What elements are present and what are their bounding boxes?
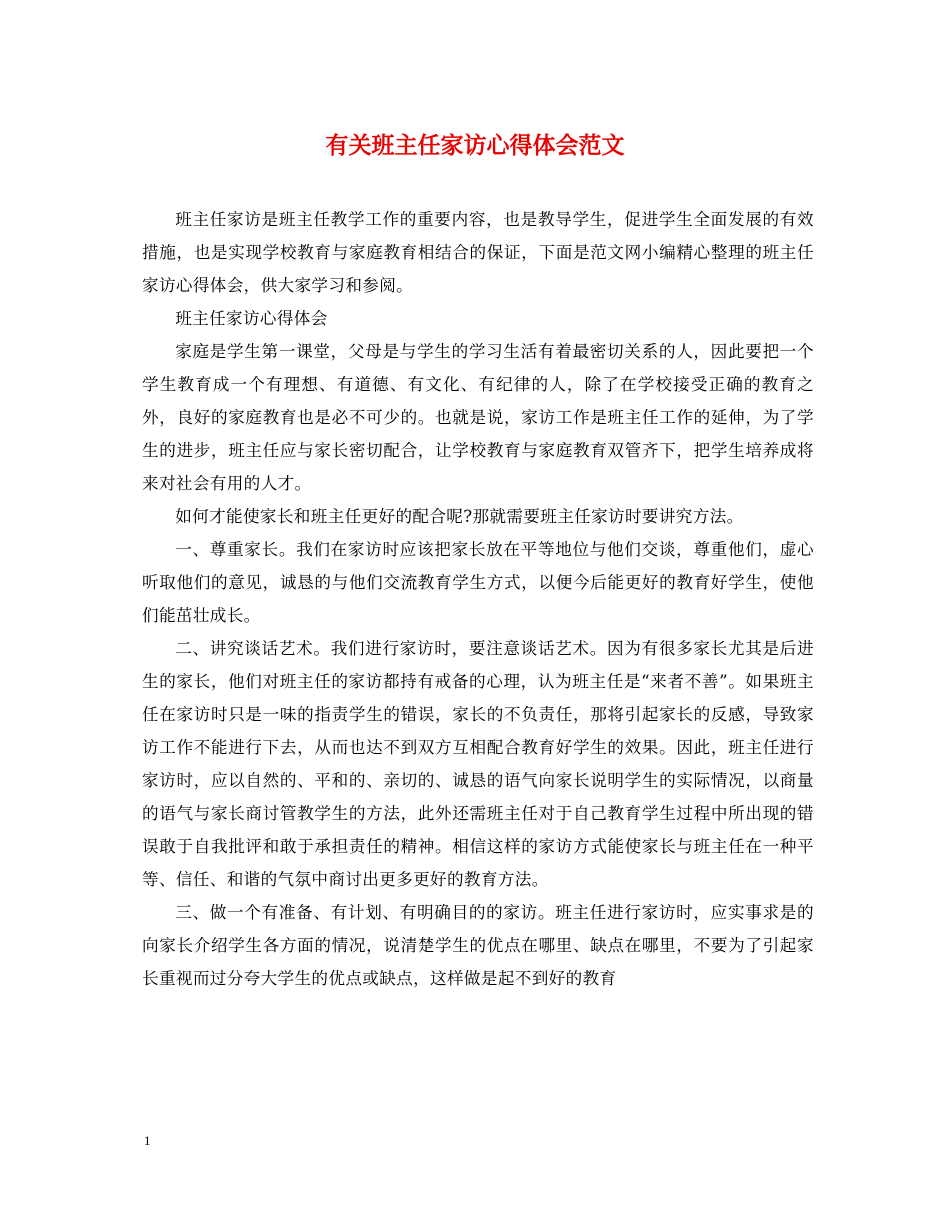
paragraph-subheading: 班主任家访心得体会: [175, 309, 328, 328]
paragraph-intro: 班主任家访是班主任教学工作的重要内容，也是教导学生，促进学生全面发展的有效措施，也是实现学校教育与家庭教育相结合的保证，下面是范文网小编精心整理的班主任家访心得体会，供大家学习和参阅。: [142, 210, 814, 295]
paragraph-point-two: 二、讲究谈话艺术。我们进行家访时，要注意谈话艺术。因为有很多家长尤其是后进生的家长，他们对班主任的家访都持有戒备的心理，认为班主任是“来者不善”。如果班主任在家访时只是一味的指责学生的错误，家长的不负责任，那将引起家长的反感，导致家访工作不能进行下去，从而也达不到双方互相配合教育好学生的效果。因此，班主任进行家访时，应以自然的、平和的、亲切的、诚恳的语气向家长说明学生的实际情况，以商量的语气与家长商讨管教学生的方法，此外还需班主任对于自己教育学生过程中所出现的错误敢于自我批评和敢于承担责任的精神。相信这样的家访方式能使家长与班主任在一种平等、信任、和谐的气氛中商讨出更多更好的教育方法。: [142, 639, 814, 889]
page-number: 1: [144, 1133, 151, 1148]
paragraph-point-one: 一、尊重家长。我们在家访时应该把家长放在平等地位与他们交谈，尊重他们，虚心听取他们的意见，诚恳的与他们交流教育学生方式，以便今后能更好的教育好学生，使他们能茁壮成长。: [142, 540, 814, 625]
document-body: [142, 203, 814, 995]
paragraph-family-education: 家庭是学生第一课堂，父母是与学生的学习生活有着最密切关系的人，因此要把一个学生教育成一个有理想、有道德、有文化、有纪律的人，除了在学校接受正确的教育之外，良好的家庭教育也是必不可少的。也就是说，家访工作是班主任工作的延伸，为了学生的进步，班主任应与家长密切配合，让学校教育与家庭教育双管齐下，把学生培养成将来对社会有用的人才。: [142, 342, 814, 493]
paragraph-point-three: 三、做一个有准备、有计划、有明确目的的家访。班主任进行家访时，应实事求是的向家长介绍学生各方面的情况，说清楚学生的优点在哪里、缺点在哪里，不要为了引起家长重视而过分夸大学生的优点或缺点，这样做是起不到好的教育: [142, 903, 814, 988]
document-title: 有关班主任家访心得体会范文: [325, 132, 625, 159]
paragraph-method-question: 如何才能使家长和班主任更好的配合呢?那就需要班主任家访时要讲究方法。: [175, 507, 744, 526]
